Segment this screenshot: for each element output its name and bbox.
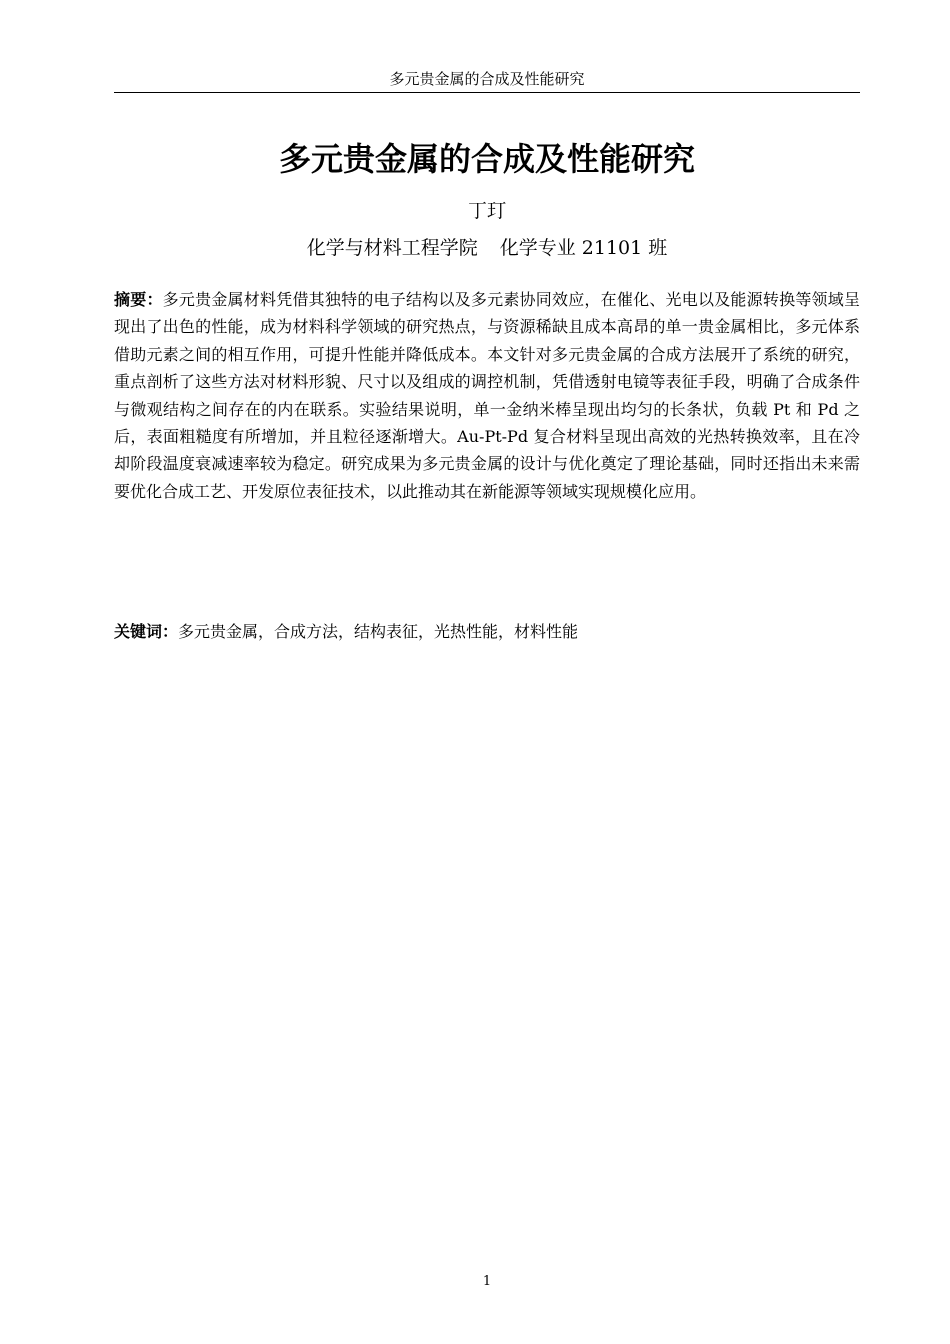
affiliation-class: 化学专业 21101 班 [499, 237, 668, 259]
keywords-label: 关键词： [114, 622, 179, 641]
page-number: 1 [482, 1274, 492, 1289]
affiliation [114, 234, 860, 262]
running-header [114, 66, 860, 93]
abstract-text: 多元贵金属材料凭借其独特的电子结构以及多元素协同效应，在催化、光电以及能源转换等领域呈现出了出色的性能，成为材料科学领域的研究热点，与资源稀缺且成本高昂的单一贵金属相比，多元体系借助元素之间的相互作用，可提升性能并降低成本。本文针对多元贵金属的合成方法展开了系统的研究，重点剖析了这些方法对材料形貌、尺寸以及组成的调控机制，凭借透射电镜等表征手段，明确了合成条件与微观结构之间存在的内在联系。实验结果说明，单一金纳米棒呈现出均匀的长条状，负载 Pt 和 Pd 之后，表面粗糙度有所增加，并且粒径逐渐增大。Au-Pt-Pd 复合材料呈现出高效的光热转换效率，且在冷却阶段温度衰减速率较为稳定。研究成果为多元贵金属的设计与优化奠定了理论基础，同时还指出未来需要优化合成工艺、开发原位表征技术，以此推动其在新能源等领域实现规模化应用。 [114, 290, 860, 501]
running-header-title: 多元贵金属的合成及性能研究 [389, 70, 585, 88]
affiliation-school: 化学与材料工程学院 [306, 237, 478, 259]
abstract-paragraph [114, 286, 860, 505]
paper-title: 多元贵金属的合成及性能研究 [278, 140, 695, 178]
keywords-line [114, 618, 860, 645]
author-name: 丁玎 [467, 200, 506, 222]
abstract-label: 摘要： [114, 290, 163, 309]
keywords-text: 多元贵金属，合成方法，结构表征，光热性能，材料性能 [178, 622, 579, 641]
